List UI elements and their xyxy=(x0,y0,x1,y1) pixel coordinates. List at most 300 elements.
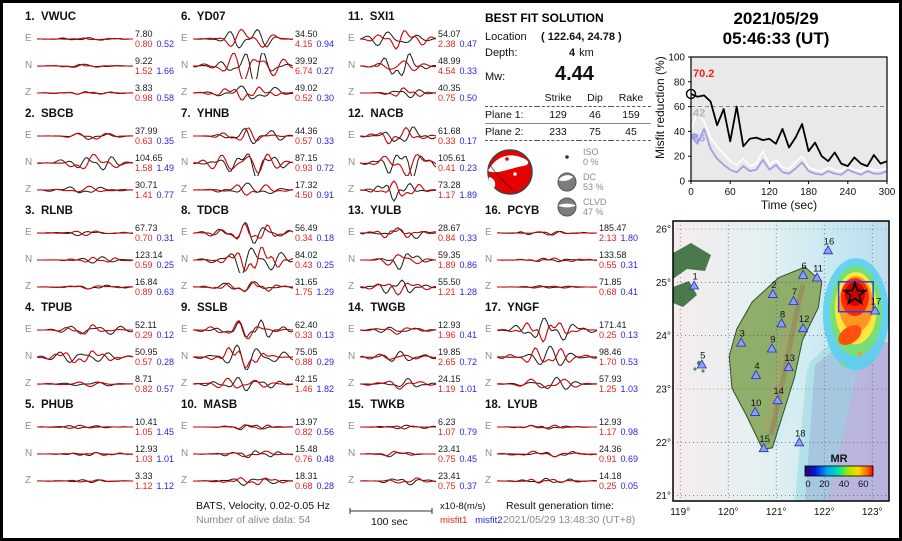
plane1-label: Plane 1: xyxy=(485,107,537,124)
channel-row-N xyxy=(181,440,334,467)
trace-values xyxy=(599,374,638,394)
misfit1-value: 1.52 xyxy=(135,65,153,76)
misfit1-value: 1.75 xyxy=(295,286,313,297)
waveform-trace xyxy=(360,53,436,79)
channel-label: N xyxy=(25,351,33,362)
misfit1-value: 2.65 xyxy=(438,356,456,367)
channel-label: E xyxy=(181,33,188,44)
waveform-trace xyxy=(497,247,597,273)
channel-row-E xyxy=(348,122,477,149)
peak-amplitude: 56.49 xyxy=(295,222,318,233)
peak-amplitude: 24.15 xyxy=(438,373,461,384)
trace-values xyxy=(438,29,477,49)
misfit1-value: 1.17 xyxy=(438,189,456,200)
channel-label: Z xyxy=(348,87,355,98)
waveform-trace xyxy=(193,247,293,273)
misfit-chart-panel xyxy=(653,49,899,220)
trace-values xyxy=(438,180,477,200)
trace-values xyxy=(135,471,174,491)
misfit2-value: 0.58 xyxy=(156,92,175,103)
svg-text:22°: 22° xyxy=(655,437,671,449)
peak-amplitude: 14.18 xyxy=(599,470,622,481)
misfit1-value: 1.21 xyxy=(438,286,456,297)
waveform-trace xyxy=(37,317,133,343)
channel-row-Z xyxy=(485,273,638,300)
misfit2-value: 0.28 xyxy=(316,480,335,491)
channel-row-E xyxy=(25,25,174,52)
misfit1-value: 1.70 xyxy=(599,356,617,367)
channel-row-N xyxy=(181,52,334,79)
channel-label: Z xyxy=(25,281,32,292)
misfit1-value: 1.58 xyxy=(135,162,153,173)
misfit2-value: 0.48 xyxy=(316,453,335,464)
channel-label: E xyxy=(25,324,32,335)
channel-label: E xyxy=(25,421,32,432)
trace-values xyxy=(295,444,334,464)
waveform-trace xyxy=(360,80,436,106)
channel-label: Z xyxy=(25,378,32,389)
peak-amplitude: 171.41 xyxy=(599,319,627,330)
misfit2-value: 0.45 xyxy=(459,453,478,464)
misfit2-value: 0.33 xyxy=(459,65,478,76)
plane1-strike: 129 xyxy=(537,107,579,124)
misfit2-value: 0.37 xyxy=(459,480,478,491)
trace-values xyxy=(438,320,477,340)
event-datetime xyxy=(653,9,899,49)
station-title: 5. PHUB xyxy=(25,399,74,411)
misfit1-value: 4.50 xyxy=(295,189,313,200)
svg-text:180: 180 xyxy=(800,187,817,198)
y-axis-label: Misfit reduction (%) xyxy=(653,56,667,159)
depth-row xyxy=(485,47,657,59)
peak-amplitude: 12.93 xyxy=(438,319,461,330)
trace-values xyxy=(135,126,174,146)
peak-amplitude: 10.41 xyxy=(135,416,158,427)
trace-values xyxy=(438,223,477,243)
misfit1-value: 1.89 xyxy=(438,259,456,270)
waveform-trace xyxy=(497,468,597,494)
waveform-trace xyxy=(193,26,293,52)
station-block-SSLB xyxy=(181,302,334,397)
channel-row-E xyxy=(348,316,477,343)
waveform-trace xyxy=(193,441,293,467)
trace-values xyxy=(295,223,334,243)
misfit2-value: 0.91 xyxy=(316,189,335,200)
misfit1-value: 0.75 xyxy=(438,92,456,103)
station-title: 11. SXI1 xyxy=(348,11,395,23)
channel-row-Z xyxy=(348,370,477,397)
station-number: 15 xyxy=(759,434,771,446)
peak-amplitude: 44.36 xyxy=(295,125,318,136)
channel-row-Z xyxy=(181,176,334,203)
channel-row-E xyxy=(485,413,638,440)
time-scalebar xyxy=(348,506,434,516)
chart-annotation: 70.2 xyxy=(693,67,715,80)
trace-values xyxy=(295,153,334,173)
plane1-rake: 159 xyxy=(611,107,651,124)
peak-amplitude: 67.73 xyxy=(135,222,158,233)
misfit-legend xyxy=(440,515,503,526)
waveform-trace xyxy=(497,371,597,397)
station-block-SBCB xyxy=(25,108,174,203)
misfit1-value: 0.57 xyxy=(295,135,313,146)
waveform-trace xyxy=(37,247,133,273)
peak-amplitude: 98.46 xyxy=(599,346,622,357)
misfit1-value: 4.54 xyxy=(438,65,456,76)
channel-row-Z xyxy=(348,79,477,106)
trace-values xyxy=(295,471,334,491)
svg-text:0: 0 xyxy=(679,176,685,188)
channel-label: Z xyxy=(348,378,355,389)
col-strike: Strike xyxy=(537,90,579,107)
misfit2-value: 1.03 xyxy=(620,383,639,394)
clvd-text: CLVD 47 % xyxy=(583,197,607,217)
station-block-YD07 xyxy=(181,11,334,106)
misfit1-value: 0.68 xyxy=(295,480,313,491)
channel-row-N xyxy=(25,343,174,370)
misfit2-value: 0.05 xyxy=(620,480,639,491)
misfit2-value: 1.89 xyxy=(459,189,478,200)
svg-text:60: 60 xyxy=(857,479,869,490)
station-title: 10. MASB xyxy=(181,399,238,411)
peak-amplitude: 12.93 xyxy=(135,443,158,454)
waveform-trace xyxy=(37,26,133,52)
channel-row-E xyxy=(181,25,334,52)
station-number: 5 xyxy=(700,350,706,362)
trace-values xyxy=(295,417,334,437)
waveform-trace xyxy=(37,150,133,176)
misfit2-value: 1.82 xyxy=(316,383,335,394)
channel-label: E xyxy=(348,33,355,44)
station-title: 1. VWUC xyxy=(25,11,77,23)
waveform-trace xyxy=(193,80,293,106)
misfit1-value: 0.98 xyxy=(135,92,153,103)
trace-values xyxy=(135,153,174,173)
svg-text:20: 20 xyxy=(673,151,685,163)
station-block-TWKB xyxy=(348,399,477,494)
waveform-trace xyxy=(360,371,436,397)
misfit1-value: 0.33 xyxy=(438,135,456,146)
channel-label: Z xyxy=(181,184,188,195)
location-label: Location xyxy=(485,31,527,43)
result-time-label: Result generation time: xyxy=(506,500,614,512)
col-rake: Rake xyxy=(611,90,651,107)
channel-row-E xyxy=(485,316,638,343)
channel-label: N xyxy=(181,351,189,362)
channel-row-N xyxy=(348,149,477,176)
depth-unit: km xyxy=(579,47,594,59)
result-time-value: 2021/05/29 13:48:30 (UT+8) xyxy=(503,514,636,526)
misfit1-value: 4.15 xyxy=(295,38,313,49)
trace-values xyxy=(295,374,334,394)
peak-amplitude: 71.85 xyxy=(599,276,622,287)
channel-row-E xyxy=(25,316,174,343)
channel-label: N xyxy=(485,254,493,265)
channel-row-Z xyxy=(25,176,174,203)
channel-label: Z xyxy=(348,184,355,195)
channel-row-N xyxy=(485,440,638,467)
station-number: 13 xyxy=(784,353,795,365)
waveform-trace xyxy=(37,220,133,246)
waveform-trace xyxy=(193,220,293,246)
trace-values xyxy=(135,83,174,103)
peak-amplitude: 48.99 xyxy=(438,55,461,66)
misfit2-value: 0.52 xyxy=(156,38,175,49)
channel-row-N xyxy=(485,246,638,273)
channel-label: Z xyxy=(485,281,492,292)
waveform-trace xyxy=(497,220,597,246)
misfit2-value: 1.01 xyxy=(156,453,175,464)
peak-amplitude: 87.15 xyxy=(295,152,318,163)
amplitude-units: x10-8(m/s) xyxy=(440,501,486,512)
station-block-PCYB xyxy=(485,205,638,300)
trace-values xyxy=(599,223,638,243)
misfit2-value: 0.25 xyxy=(316,259,335,270)
channel-row-Z xyxy=(25,273,174,300)
waveform-trace xyxy=(193,53,293,79)
svg-text:0: 0 xyxy=(805,479,811,490)
station-title: 12. NACB xyxy=(348,108,404,120)
misfit2-value: 0.12 xyxy=(156,329,175,340)
trace-values xyxy=(295,180,334,200)
dc-text: DC 53 % xyxy=(583,172,604,192)
station-title: 3. RLNB xyxy=(25,205,73,217)
channel-label: Z xyxy=(348,475,355,486)
channel-label: E xyxy=(348,227,355,238)
misfit2-value: 1.28 xyxy=(459,286,478,297)
channel-label: Z xyxy=(25,475,32,486)
misfit2-value: 0.31 xyxy=(620,259,639,270)
dc-beachball-icon xyxy=(557,172,577,192)
peak-amplitude: 6.23 xyxy=(438,416,456,427)
peak-amplitude: 28.67 xyxy=(438,222,461,233)
peak-amplitude: 18.31 xyxy=(295,470,318,481)
waveform-trace xyxy=(360,123,436,149)
misfit1-value: 0.63 xyxy=(135,135,153,146)
misfit2-value: 1.49 xyxy=(156,162,175,173)
channel-label: Z xyxy=(181,378,188,389)
channel-label: E xyxy=(181,421,188,432)
trace-values xyxy=(135,374,174,394)
waveform-trace xyxy=(37,371,133,397)
waveform-trace xyxy=(497,414,597,440)
peak-amplitude: 50.95 xyxy=(135,346,158,357)
channel-label: E xyxy=(181,324,188,335)
trace-values xyxy=(135,223,174,243)
svg-text:240: 240 xyxy=(839,187,857,198)
beachball-icon xyxy=(485,147,535,197)
misfit1-value: 0.34 xyxy=(295,232,313,243)
waveform-trace xyxy=(37,468,133,494)
clvd-beachball-icon xyxy=(557,197,577,217)
waveform-trace xyxy=(193,371,293,397)
trace-values xyxy=(295,347,334,367)
peak-amplitude: 42.15 xyxy=(295,373,318,384)
iso-item xyxy=(557,147,606,167)
waveform-trace xyxy=(37,274,133,300)
misfit2-value: 0.72 xyxy=(459,356,478,367)
misfit2-value: 0.35 xyxy=(156,135,175,146)
misfit1-legend: misfit1 xyxy=(440,515,468,526)
misfit2-value: 0.57 xyxy=(156,383,175,394)
channel-label: Z xyxy=(181,475,188,486)
channel-label: N xyxy=(348,60,356,71)
misfit2-value: 0.30 xyxy=(316,92,335,103)
channel-row-Z xyxy=(181,273,334,300)
station-block-YHNB xyxy=(181,108,334,203)
peak-amplitude: 23.41 xyxy=(438,443,461,454)
waveform-trace xyxy=(360,317,436,343)
decomposition-list xyxy=(557,147,606,217)
peak-amplitude: 16.84 xyxy=(135,276,158,287)
peak-amplitude: 185.47 xyxy=(599,222,627,233)
station-block-YNGF xyxy=(485,302,638,397)
misfit1-value: 0.76 xyxy=(295,453,313,464)
channel-row-Z xyxy=(485,467,638,494)
misfit2-value: 0.13 xyxy=(316,329,335,340)
channel-label: N xyxy=(181,254,189,265)
trace-values xyxy=(135,444,174,464)
misfit2-value: 0.56 xyxy=(316,426,335,437)
svg-text:119°: 119° xyxy=(670,507,691,518)
misfit1-value: 0.70 xyxy=(135,232,153,243)
location-value: ( 122.64, 24.78 ) xyxy=(541,31,622,43)
misfit2-value: 0.18 xyxy=(316,232,335,243)
plane2-dip: 75 xyxy=(579,124,611,141)
channel-row-E xyxy=(25,122,174,149)
misfit2-value: 0.13 xyxy=(620,329,639,340)
iso-dot-icon xyxy=(557,153,577,161)
channel-label: N xyxy=(181,448,189,459)
trace-values xyxy=(295,277,334,297)
svg-text:120: 120 xyxy=(761,187,778,198)
filter-info: BATS, Velocity, 0.02-0.05 Hz xyxy=(196,500,330,512)
station-block-VWUC xyxy=(25,11,174,106)
channel-row-E xyxy=(485,219,638,246)
peak-amplitude: 9.22 xyxy=(135,55,153,66)
svg-text:24°: 24° xyxy=(655,331,671,343)
channel-label: E xyxy=(348,130,355,141)
station-title: 17. YNGF xyxy=(485,302,540,314)
trace-values xyxy=(135,417,174,437)
station-number: 4 xyxy=(754,361,760,373)
peak-amplitude: 31.65 xyxy=(295,276,318,287)
misfit2-value: 1.12 xyxy=(156,480,175,491)
misfit2-value: 0.28 xyxy=(156,356,175,367)
channel-row-N xyxy=(25,52,174,79)
channel-label: N xyxy=(348,351,356,362)
channel-label: E xyxy=(485,324,492,335)
misfit2-value: 1.66 xyxy=(156,65,175,76)
station-number: 12 xyxy=(798,314,810,326)
misfit2-value: 0.63 xyxy=(156,286,175,297)
misfit1-value: 1.96 xyxy=(438,329,456,340)
misfit1-value: 0.57 xyxy=(135,356,153,367)
waveform-trace xyxy=(37,414,133,440)
trace-values xyxy=(438,277,477,297)
colorbar-gradient xyxy=(805,466,873,476)
trace-values xyxy=(135,347,174,367)
channel-row-N xyxy=(181,246,334,273)
misfit2-value: 0.94 xyxy=(316,38,335,49)
trace-values xyxy=(438,56,477,76)
peak-amplitude: 54.07 xyxy=(438,28,461,39)
peak-amplitude: 15.48 xyxy=(295,443,318,454)
waveform-trace xyxy=(193,123,293,149)
waveform-trace xyxy=(37,123,133,149)
waveform-trace xyxy=(193,344,293,370)
misfit2-value: 0.50 xyxy=(459,92,478,103)
trace-values xyxy=(295,250,334,270)
misfit2-value: 0.41 xyxy=(620,286,639,297)
misfit2-value: 0.69 xyxy=(620,453,639,464)
trace-values xyxy=(135,320,174,340)
peak-amplitude: 3.33 xyxy=(135,470,153,481)
station-title: 14. TWGB xyxy=(348,302,406,314)
mw-label: Mw: xyxy=(485,71,506,83)
plane2-rake: 45 xyxy=(611,124,651,141)
station-number: 3 xyxy=(739,328,745,340)
channel-label: Z xyxy=(25,184,32,195)
peak-amplitude: 8.71 xyxy=(135,373,153,384)
peak-amplitude: 133.58 xyxy=(599,249,627,260)
location-row xyxy=(485,31,657,43)
waveform-trace xyxy=(360,177,436,203)
peak-amplitude: 84.02 xyxy=(295,249,318,260)
misfit2-value: 0.47 xyxy=(459,38,478,49)
misfit2-value: 0.79 xyxy=(459,426,478,437)
waveform-trace xyxy=(360,468,436,494)
channel-row-N xyxy=(485,343,638,370)
station-number: 18 xyxy=(794,428,806,440)
peak-amplitude: 75.05 xyxy=(295,346,318,357)
iso-text: ISO 0 % xyxy=(583,147,599,167)
station-title: 13. YULB xyxy=(348,205,402,217)
channel-row-Z xyxy=(348,467,477,494)
channel-row-N xyxy=(25,246,174,273)
trace-values xyxy=(438,471,477,491)
station-title: 6. YD07 xyxy=(181,11,226,23)
misfit1-value: 0.93 xyxy=(295,162,313,173)
peak-amplitude: 62.40 xyxy=(295,319,318,330)
waveform-trace xyxy=(193,317,293,343)
svg-text:40: 40 xyxy=(673,126,685,138)
misfit2-value: 0.86 xyxy=(459,259,478,270)
station-number: 16 xyxy=(823,236,835,248)
channel-label: Z xyxy=(485,475,492,486)
trace-values xyxy=(135,180,174,200)
channel-label: E xyxy=(25,227,32,238)
channel-label: E xyxy=(348,421,355,432)
x-axis-label: Time (sec) xyxy=(760,198,818,212)
trace-values xyxy=(438,347,477,367)
peak-amplitude: 24.36 xyxy=(599,443,622,454)
waveform-trace xyxy=(37,344,133,370)
channel-row-N xyxy=(348,246,477,273)
peak-amplitude: 7.80 xyxy=(135,28,153,39)
chart-annotation: 36 xyxy=(693,132,706,145)
trace-values xyxy=(295,29,334,49)
channel-label: E xyxy=(485,227,492,238)
svg-text:0: 0 xyxy=(688,187,694,198)
peak-amplitude: 17.32 xyxy=(295,179,318,190)
misfit2-value: 0.53 xyxy=(620,356,639,367)
scalebar-label: 100 sec xyxy=(371,516,408,528)
channel-label: N xyxy=(25,157,33,168)
best-fit-solution-panel xyxy=(485,11,657,217)
channel-label: Z xyxy=(181,281,188,292)
misfit2-value: 0.23 xyxy=(459,162,478,173)
